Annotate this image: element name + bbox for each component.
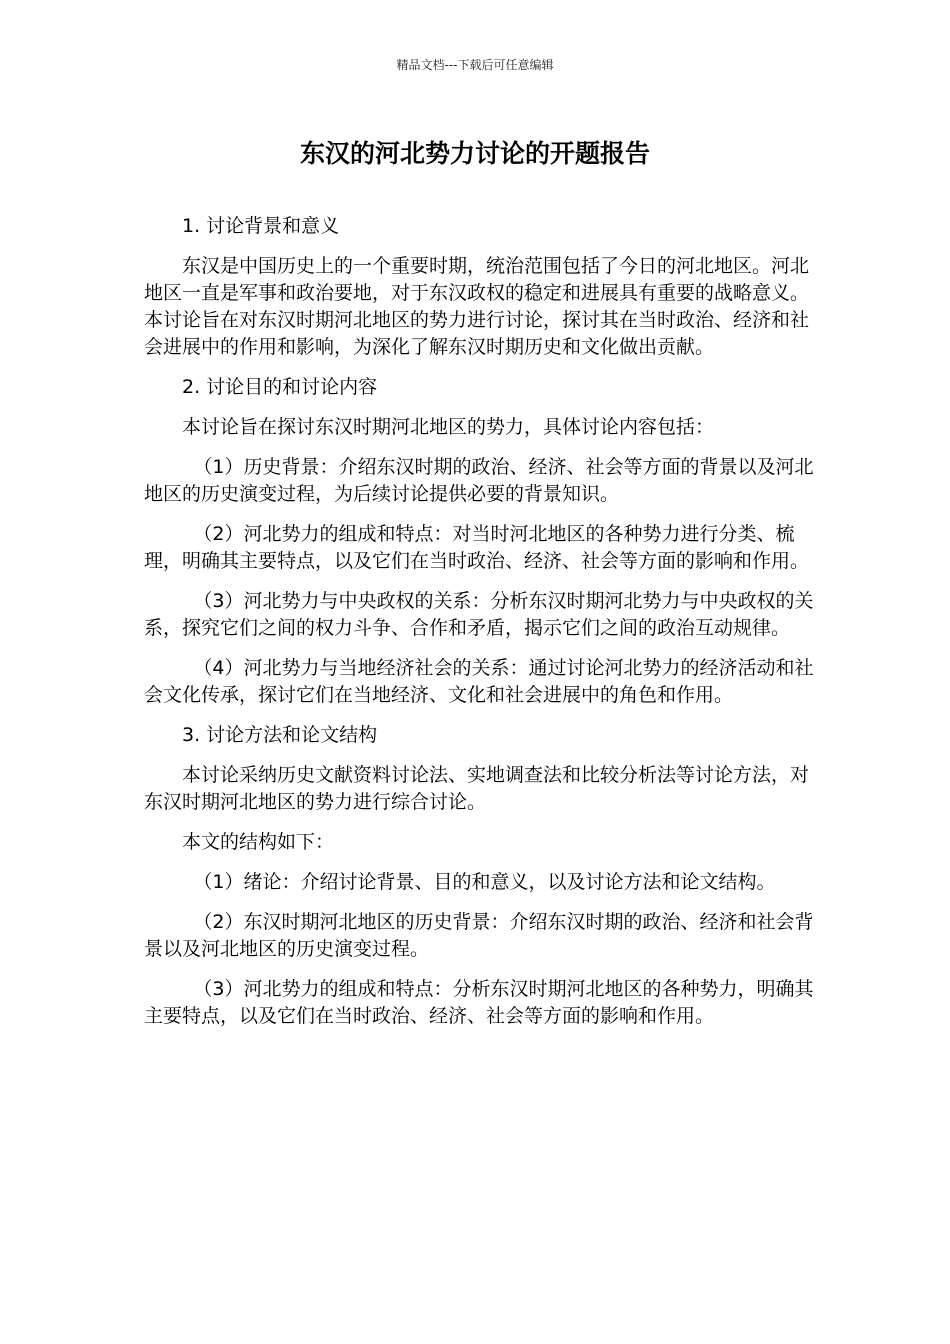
section-2-item: （4）河北势力与当地经济社会的关系：通过讨论河北势力的经济活动和社会文化传承，探讨它们在当地经济、文化和社会进展中的角色和作用。 <box>144 657 814 706</box>
page-header: 精品文档---下载后可任意编辑 <box>396 58 554 72</box>
section-1-paragraph: 东汉是中国历史上的一个重要时期，统治范围包括了今日的河北地区。河北地区一直是军事和政治要地，对于东汉政权的稳定和进展具有重要的战略意义。本讨论旨在对东汉时期河北地区的势力进行讨论，探讨其在当时政治、经济和社会进展中的作用和影响，为深化了解东汉时期历史和文化做出贡献。 <box>144 255 810 358</box>
structure-intro: 本文的结构如下： <box>182 831 335 853</box>
section-2-item: （3）河北势力与中央政权的关系：分析东汉时期河北势力与中央政权的关系，探究它们之间的权力斗争、合作和矛盾，揭示它们之间的政治互动规律。 <box>144 590 814 639</box>
section-2-intro: 本讨论旨在探讨东汉时期河北地区的势力，具体讨论内容包括： <box>182 416 715 438</box>
structure-item: （2）东汉时期河北地区的历史背景：介绍东汉时期的政治、经济和社会背景以及河北地区的历史演变过程。 <box>144 911 814 960</box>
structure-item: （3）河北势力的组成和特点：分析东汉时期河北地区的各种势力，明确其主要特点，以及它们在当时政治、经济、社会等方面的影响和作用。 <box>144 978 814 1027</box>
structure-item: （1）绪论：介绍讨论背景、目的和意义，以及讨论方法和论文结构。 <box>193 871 776 893</box>
section-heading-1: 1. 讨论背景和意义 <box>182 215 340 237</box>
document-title: 东汉的河北势力讨论的开题报告 <box>299 139 650 168</box>
section-2-item: （2）河北势力的组成和特点：对当时河北地区的各种势力进行分类、梳理，明确其主要特点，以及它们在当时政治、经济、社会等方面的影响和作用。 <box>144 523 810 572</box>
section-2-item: （1）历史背景：介绍东汉时期的政治、经济、社会等方面的背景以及河北地区的历史演变过程，为后续讨论提供必要的背景知识。 <box>144 456 814 505</box>
section-3-paragraph: 本讨论采纳历史文献资料讨论法、实地调查法和比较分析法等讨论方法，对东汉时期河北地区的势力进行综合讨论。 <box>144 764 810 813</box>
section-heading-3: 3. 讨论方法和论文结构 <box>182 724 378 746</box>
section-heading-2: 2. 讨论目的和讨论内容 <box>182 376 378 398</box>
document-body <box>144 213 824 1043</box>
